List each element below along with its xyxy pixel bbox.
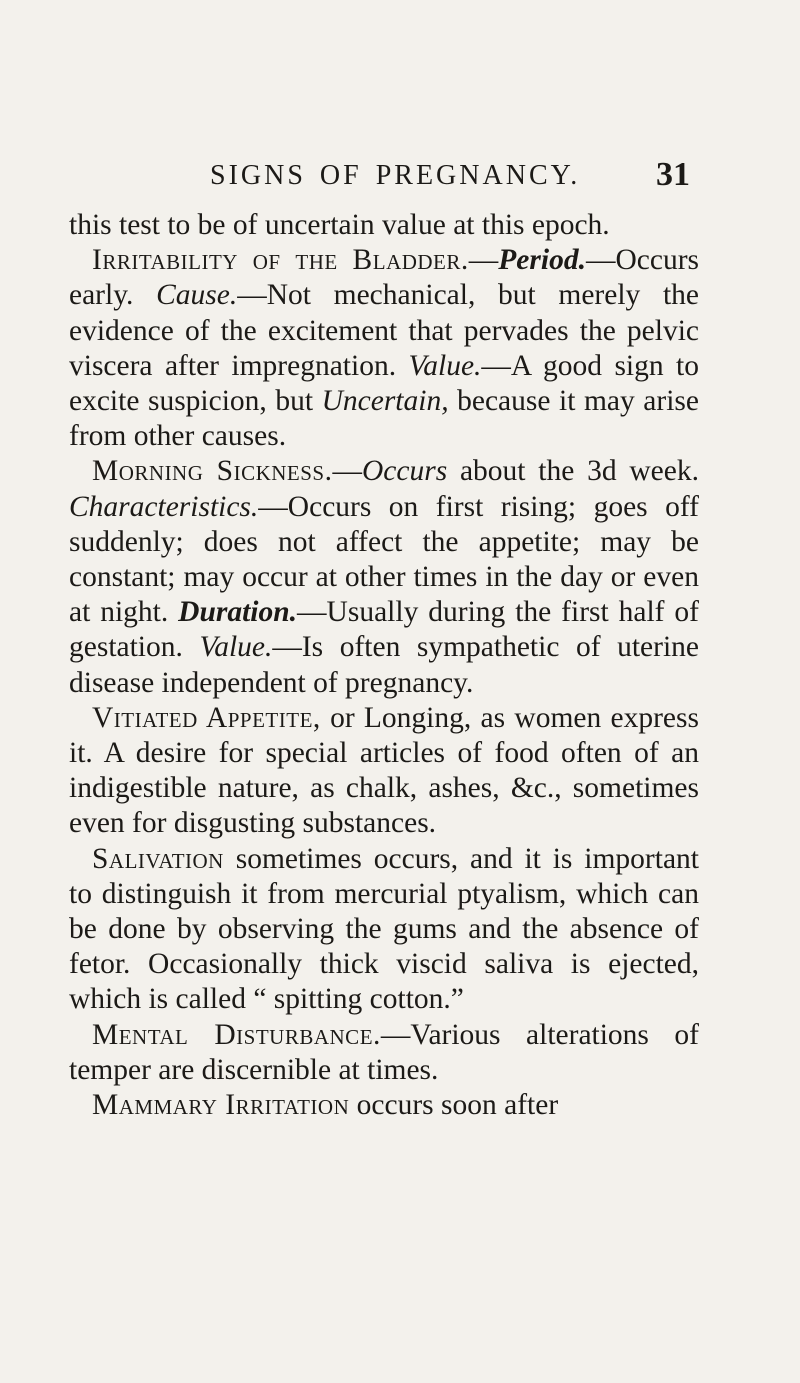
paragraph-morning-sickness: Morning Sickness.—Occurs about the 3d week. Characteristics.—Occurs on first rising; goes off suddenly; does not affect the appetite; may be constant; may occur at other times in the day or even at night. Duration.—Usually during the first half of gestation. Value.—Is often sympathetic of uterine disease independent of pregnancy. xyxy=(69,455,699,699)
section-heading: Morning Sickness. xyxy=(92,455,333,488)
paragraph-continuation xyxy=(69,208,699,243)
paragraph-irritability-of-bladder: Irritability of the Bladder.—Period.—Occurs early. Cause.—Not mechanical, but merely the evidence of the excitement that pervades the pelvic viscera after impregnation. Value.—A good sign to excite suspicion, but Uncertain, because it may arise from other causes. xyxy=(69,244,699,453)
paragraph-text: or Longing, as women express it. A desire for special articles of food often of an indigestible nature, as chalk, ashes, &c., sometimes even for disgusting substances. xyxy=(69,701,699,840)
inline-label: Cause. xyxy=(156,279,238,312)
section-heading: Irritability of the Bladder. xyxy=(92,244,469,277)
inline-label: Characteristics. xyxy=(69,490,259,523)
inline-label: Value. xyxy=(199,631,273,664)
paragraph-text: occurs soon after xyxy=(349,1089,559,1122)
running-head-title: SIGNS OF PREGNANCY. xyxy=(210,160,581,191)
paragraph-mammary-irritation xyxy=(69,1088,699,1123)
paragraph-text: —Is often sympathetic of uterine disease independent of pregnancy. xyxy=(69,631,699,699)
paragraph-mental-disturbance xyxy=(69,1018,699,1088)
inline-label: Duration. xyxy=(178,596,298,629)
section-heading: Vitiated Appetite, xyxy=(92,701,321,734)
paragraph-vitiated-appetite xyxy=(69,701,699,842)
running-head xyxy=(210,156,690,193)
paragraph-text: this test to be of uncertain value at this epoch. xyxy=(69,209,610,241)
inline-label: Period. xyxy=(498,244,586,277)
section-heading: Salivation xyxy=(92,842,224,875)
paragraph-text: about the 3d week. xyxy=(447,455,699,488)
paragraph-text: —Various alterations of temper are discernible at times. xyxy=(69,1018,699,1086)
paragraph-text: —Not mechanical, but merely the evidence of the excitement that pervades the pelvic viscera after impregnation. xyxy=(69,279,699,382)
section-heading: Mental Disturbance. xyxy=(92,1018,381,1051)
paragraph-text: sometimes occurs, and it is important to distinguish it from mercurial ptyalism, which can be done by observing the gums and the absence of fetor. Occasionally thick viscid saliva is ejected, which is called “ spitting cotton.” xyxy=(69,842,699,1016)
body-text xyxy=(69,208,699,1123)
paragraph-salivation xyxy=(69,842,699,1018)
section-heading: Mammary Irritation xyxy=(92,1089,350,1122)
inline-label: Uncertain, xyxy=(321,385,449,418)
page-number: 31 xyxy=(656,156,690,193)
inline-label: Value. xyxy=(408,349,482,382)
paragraph-text: —A good sign to excite suspicion, but xyxy=(69,349,699,418)
paragraph-text: —Usually during the first half of gestation. xyxy=(69,596,699,664)
paragraph-text: —Occurs early. xyxy=(69,244,699,312)
paragraph-text: —Occurs on first rising; goes off suddenly; does not affect the appetite; may be constant; may occur at other times in the day or even at night. xyxy=(69,490,699,629)
inline-label: Occurs xyxy=(361,455,448,488)
paragraph-text: because it may arise from other causes. xyxy=(69,385,699,453)
